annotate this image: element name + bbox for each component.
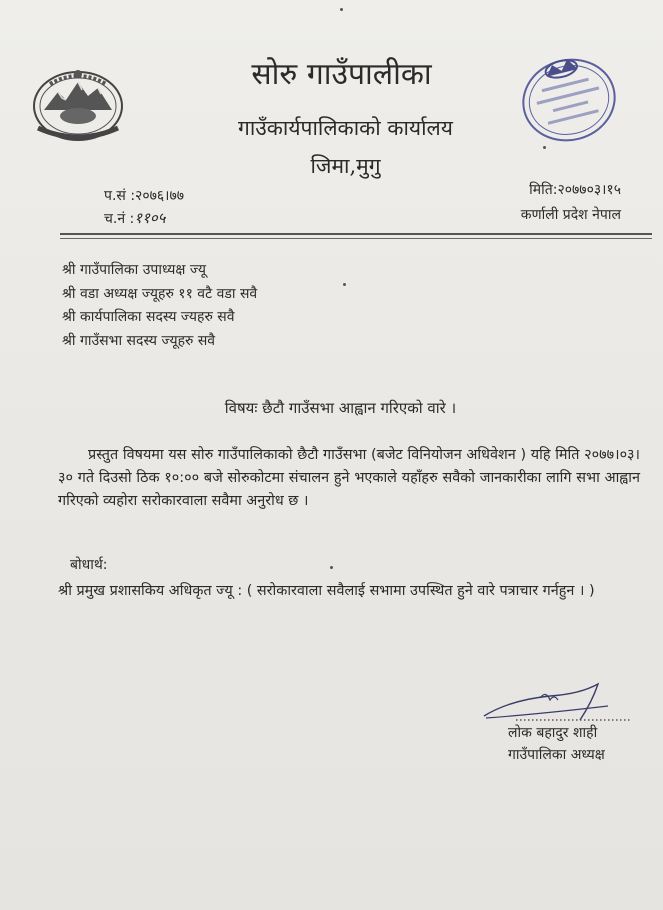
- letter-subject: विषयः छैटौ गाउँसभा आह्वान गरिएको वारे ।: [224, 399, 457, 417]
- municipality-name: सोरु गाउँपालीका: [251, 57, 432, 92]
- recipient-line: श्री गाउँपालिका उपाध्यक्ष ज्यू: [62, 262, 206, 278]
- office-location: जिमा,मुगु: [310, 154, 381, 178]
- handwritten-signature: [480, 676, 640, 726]
- dispatch-number-value: ११०५: [134, 209, 166, 227]
- header-divider-thin: [60, 238, 652, 239]
- province-name: कर्णाली प्रदेश नेपाल: [520, 207, 621, 223]
- letter-body: प्रस्तुत विषयमा यस सोरु गाउँपालिकाको छैटौ गाउँसभा (बजेट विनियोजन अधिवेशन ) यहि मिति २०७७।०३।३० गते दिउसो ठिक १०:०० बजे सोरुकोटमा संचालन हुने भएकाले यहाँहरु सवैको जानकारीका लागि सभा आह्वान गरिएको व्यहोरा सरोकारवाला सवैमा अनुरोध छ ।: [58, 447, 640, 509]
- paper-speck: [543, 146, 546, 149]
- signatory-title: गाउँपालिका अध्यक्ष: [508, 747, 605, 763]
- cc-label: बोधार्थ:: [70, 557, 108, 573]
- dispatch-number-row: [104, 208, 165, 228]
- dispatch-number-label: च.नं :: [104, 211, 135, 227]
- paper-speck: [330, 566, 333, 569]
- recipient-line: श्री कार्यपालिका सदस्य ज्यहरु सवै: [62, 309, 235, 325]
- paper-speck: [343, 283, 346, 286]
- paper-speck: [340, 8, 343, 11]
- recipient-line: श्री वडा अध्यक्ष ज्यूहरु ११ वटै वडा सवै: [62, 286, 258, 302]
- letter-number: प.सं :२०७६।७७: [104, 188, 185, 204]
- office-name: गाउँकार्यपालिकाको कार्यालय: [238, 116, 453, 140]
- letter-date: मिति:२०७७०३।१५: [529, 182, 621, 198]
- signatory-name: लोक बहादुर शाही: [508, 725, 598, 741]
- recipient-line: श्री गाउँसभा सदस्य ज्यूहरु सवै: [62, 333, 216, 349]
- header-divider: [60, 233, 652, 235]
- cc-text: श्री प्रमुख प्रशासकिय अधिकृत ज्यू : ( सरोकारवाला सवैलाई सभामा उपस्थित हुने वारे पत्राचार गर्नहुन । ): [58, 583, 595, 599]
